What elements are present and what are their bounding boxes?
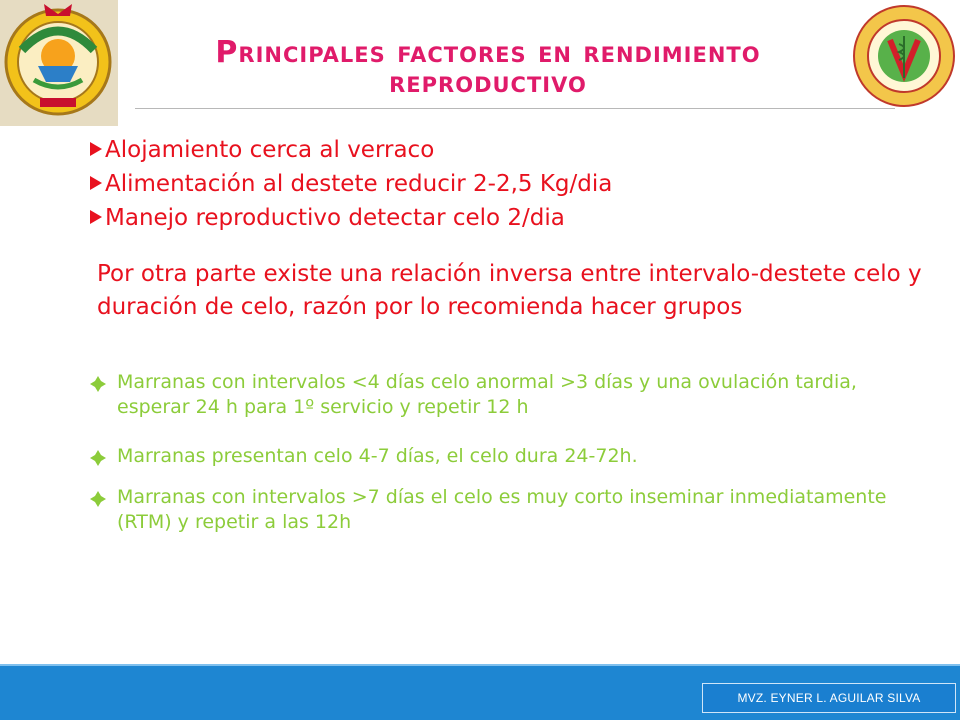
main-factors-list <box>90 133 850 235</box>
university-logo <box>0 0 118 126</box>
list-item <box>90 201 850 235</box>
list-item <box>90 444 920 469</box>
title-divider <box>135 108 895 109</box>
group-text: Marranas con intervalos >7 días el celo es muy corto inseminar inmediatamente (RTM) y repetir a las 12h <box>117 486 887 533</box>
faculty-seal-icon <box>852 0 956 112</box>
bullet-text: Alimentación al destete reducir 2-2,5 Kg/dia <box>105 171 613 197</box>
faculty-logo <box>852 0 956 112</box>
interval-groups-list <box>90 370 920 535</box>
slide-title <box>118 35 858 100</box>
arrow-bullet-icon <box>90 142 102 156</box>
list-item <box>90 370 920 420</box>
list-item <box>90 485 920 535</box>
relation-paragraph: Por otra parte existe una relación inversa entre intervalo-destete celo y duración de celo, razón por lo recomienda hacer grupos <box>97 261 922 320</box>
title-line-2: reproductivo <box>389 65 587 100</box>
arrow-bullet-icon <box>90 176 102 190</box>
author-label: MVZ. EYNER L. AGUILAR SILVA <box>702 683 956 713</box>
diamond-bullet-icon <box>90 376 106 392</box>
footer-divider <box>0 664 960 666</box>
diamond-bullet-icon <box>90 491 106 507</box>
title-line-1: Principales factores en rendimiento <box>215 35 761 70</box>
group-text: Marranas presentan celo 4-7 días, el celo dura 24-72h. <box>117 445 638 467</box>
university-seal-icon <box>0 0 118 126</box>
list-item <box>90 167 850 201</box>
bullet-text: Alojamiento cerca al verraco <box>105 137 435 163</box>
list-item <box>90 133 850 167</box>
arrow-bullet-icon <box>90 210 102 224</box>
diamond-bullet-icon <box>90 450 106 466</box>
group-text: Marranas con intervalos <4 días celo anormal >3 días y una ovulación tardia, esperar 24 h para 1º servicio y repetir 12 h <box>117 371 857 418</box>
bullet-text: Manejo reproductivo detectar celo 2/dia <box>105 205 565 231</box>
